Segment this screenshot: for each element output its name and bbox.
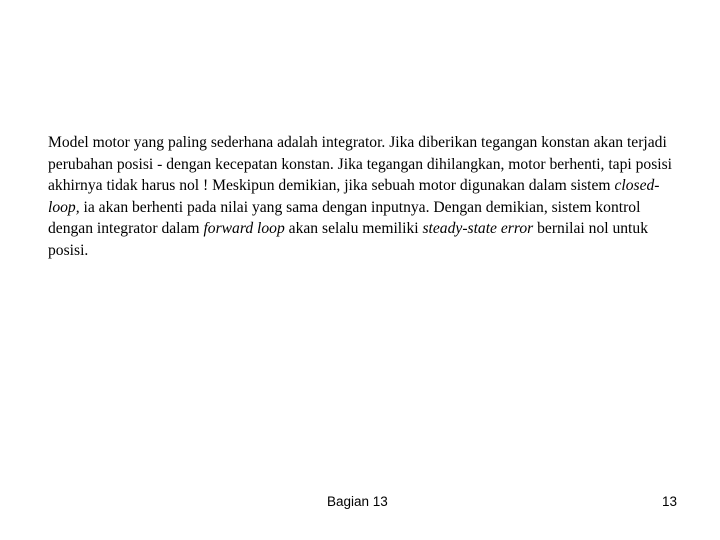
paragraph-italic-forward-loop: forward loop: [203, 220, 285, 237]
paragraph-text-3: akan selalu memiliki: [284, 220, 423, 237]
paragraph-italic-closed-loop: closed-loop,: [48, 177, 660, 216]
footer-section-label: Bagian 13: [327, 494, 388, 509]
body-paragraph: [48, 132, 688, 261]
paragraph-italic-steady-state-error: steady-state error: [422, 220, 534, 237]
paragraph-text-1: Model motor yang paling sederhana adalah integrator. Jika diberikan tegangan konstan akan terjadi perubahan posisi - dengan kecepatan konstan. Jika tegangan dihilangkan, motor berhenti, tapi posisi akhirnya tidak harus nol ! Meskipun demikian, jika sebuah motor digunakan dalam sistem: [48, 134, 673, 194]
footer-page-number: 13: [661, 494, 677, 509]
paragraph-text-2: ia akan berhenti pada nilai yang sama dengan inputnya. Dengan demikian, sistem kontrol dengan integrator dalam: [48, 198, 641, 237]
paragraph-text-4: bernilai nol untuk posisi.: [48, 220, 648, 259]
